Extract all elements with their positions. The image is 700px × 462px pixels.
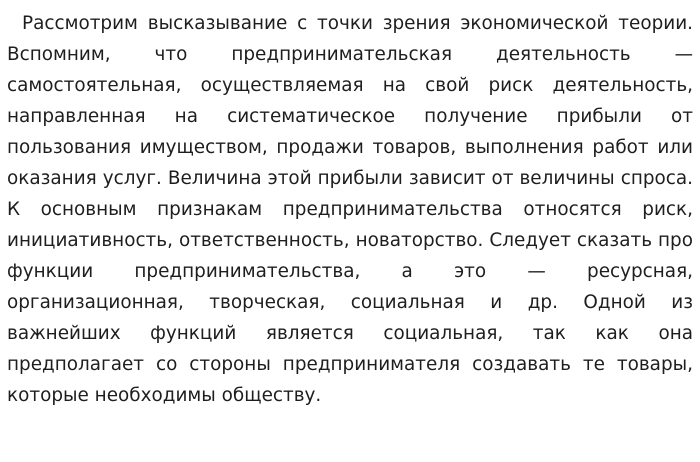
body-paragraph: Рассмотрим высказывание с точки зрения экономической теории. Вспомним, что предпринимательская деятельность — самостоятельная, осуществляемая на свой риск деятельность, направленная на систематическое получение прибыли от пользования имуществом, продажи товаров, выполнения работ или оказания услуг. Величина этой прибыли зависит от величины спроса. К основным признакам предпринимательства относятся риск, инициативность, ответственность, новаторство. Следует сказать про функции предпринимательства, а это — ресурсная, организационная, творческая, социальная и др. Одной из важнейших функций является социальная, так как она предполагает со стороны предпринимателя создавать те товары, которые необходимы обществу.: [7, 13, 693, 406]
